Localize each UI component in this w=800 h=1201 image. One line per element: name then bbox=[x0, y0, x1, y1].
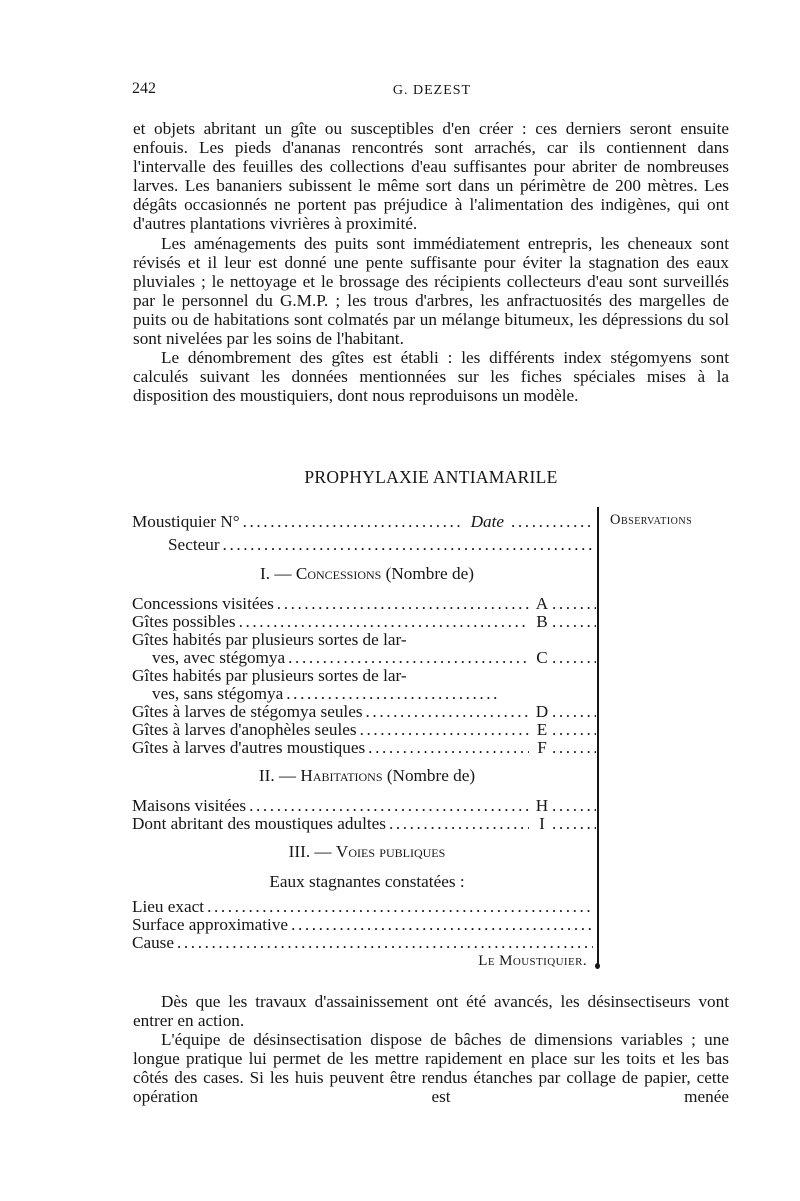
form-row: Dont abritant des moustiques adultes ..... I ..... bbox=[132, 814, 596, 834]
paragraph-2: Les aménagements des puits sont immédiatement entrepris, les cheneaux sont révisés et il leur est donné une pente suffisante pour éviter la stagnation des eaux pluviales ; le nettoyage et le brossage des récipients collecteurs d'eau sont surveillés par le personnel du G.M.P. ; les trous d'arbres, les anfractuosités des margelles de puits ou de habitations sont colmatés par un mélange bitumeux, les dépressions du sol sont nivelées par les soins de l'habitant. bbox=[133, 233, 729, 349]
running-head: G. DEZEST bbox=[392, 83, 472, 98]
form-row: ves, avec stégomya ..... C ..... bbox=[152, 648, 596, 668]
dotted-leader bbox=[243, 512, 464, 532]
form-row: Cause ..... bbox=[132, 933, 596, 953]
paragraph-3: Le dénombrement des gîtes est établi : les différents index stégomyens sont calculés suivant les données mentionnées sur les fiches spéciales mises à la disposition des moustiquiers, dont nous reproduisons un modèle. bbox=[133, 348, 729, 406]
form-row-line-1: Gîtes habités par plusieurs sortes de lar- bbox=[132, 630, 407, 649]
signature-line: Le Moustiquier. bbox=[478, 953, 587, 969]
moustiquier-label: Moustiquier N° bbox=[132, 512, 240, 531]
paragraph-5: L'équipe de désinsectisation dispose de bâches de dimensions variables ; une longue pratique lui permet de les mettre rapidement en place sur les toits et les bas côtés des cases. Si les huis peuvent être rendus étanches par collage de papier, cette opération est menée bbox=[133, 1030, 729, 1107]
section-2-heading: II. — Habitations (Nombre de) bbox=[258, 766, 476, 785]
form-row: Gîtes à larves d'autres moustiques ..... F ..... bbox=[132, 738, 596, 758]
dotted-leader bbox=[223, 535, 593, 555]
paragraph-4: Dès que les travaux d'assainissement ont été avancés, les désinsectiseurs vont entrer en action. bbox=[133, 992, 729, 1031]
form-row: Gîtes à larves de stégomya seules ..... D ..... bbox=[132, 702, 596, 722]
date-label: Date bbox=[470, 512, 504, 531]
form-row: Maisons visitées ..... H ..... bbox=[132, 796, 596, 816]
form-title: PROPHYLAXIE ANTIAMARILE bbox=[304, 467, 558, 487]
form-row: Concessions visitées ..... A ..... bbox=[132, 594, 596, 614]
intro-text bbox=[133, 119, 729, 405]
form-row-line-1: Gîtes habités par plusieurs sortes de lar- bbox=[132, 666, 407, 685]
divider-end-mark bbox=[595, 963, 600, 969]
paragraph-1: et objets abritant un gîte ou susceptibles d'en créer : ces derniers seront ensuite enfouis. Les pieds d'ananas rencontrés sont arrachés, car ils contiennent dans l'intervalle des feuilles des collections d'eau suffisantes pour abriter de nombreuses larves. Les bananiers subissent le même sort dans un périmètre de 200 mètres. Les dégâts occasionnés ne portent pas préjudice à l'alimentation des indigènes, qui ont d'autres plantations vivrières à proximité. bbox=[133, 119, 729, 234]
page-number: 242 bbox=[132, 80, 156, 97]
section-3-heading: III. — Voies publiques bbox=[288, 842, 446, 861]
moustiquier-row bbox=[132, 512, 596, 532]
form-row: ves, sans stégomya ..... bbox=[152, 684, 502, 704]
observations-heading: Observations bbox=[610, 512, 693, 528]
closing-text bbox=[133, 992, 729, 1107]
section-1-heading: I. — Concessions (Nombre de) bbox=[260, 564, 474, 583]
secteur-row bbox=[168, 535, 596, 555]
form-row: Gîtes possibles ..... B ..... bbox=[132, 612, 596, 632]
form-row: Surface approximative ..... bbox=[132, 915, 596, 935]
form-row: Lieu exact ..... bbox=[132, 897, 596, 917]
form-row: Gîtes à larves d'anophèles seules ..... E ..... bbox=[132, 720, 596, 740]
dotted-leader bbox=[511, 512, 593, 532]
secteur-label: Secteur bbox=[168, 535, 220, 554]
page-header bbox=[132, 80, 732, 102]
stagnant-water-heading: Eaux stagnantes constatées : bbox=[269, 872, 465, 891]
